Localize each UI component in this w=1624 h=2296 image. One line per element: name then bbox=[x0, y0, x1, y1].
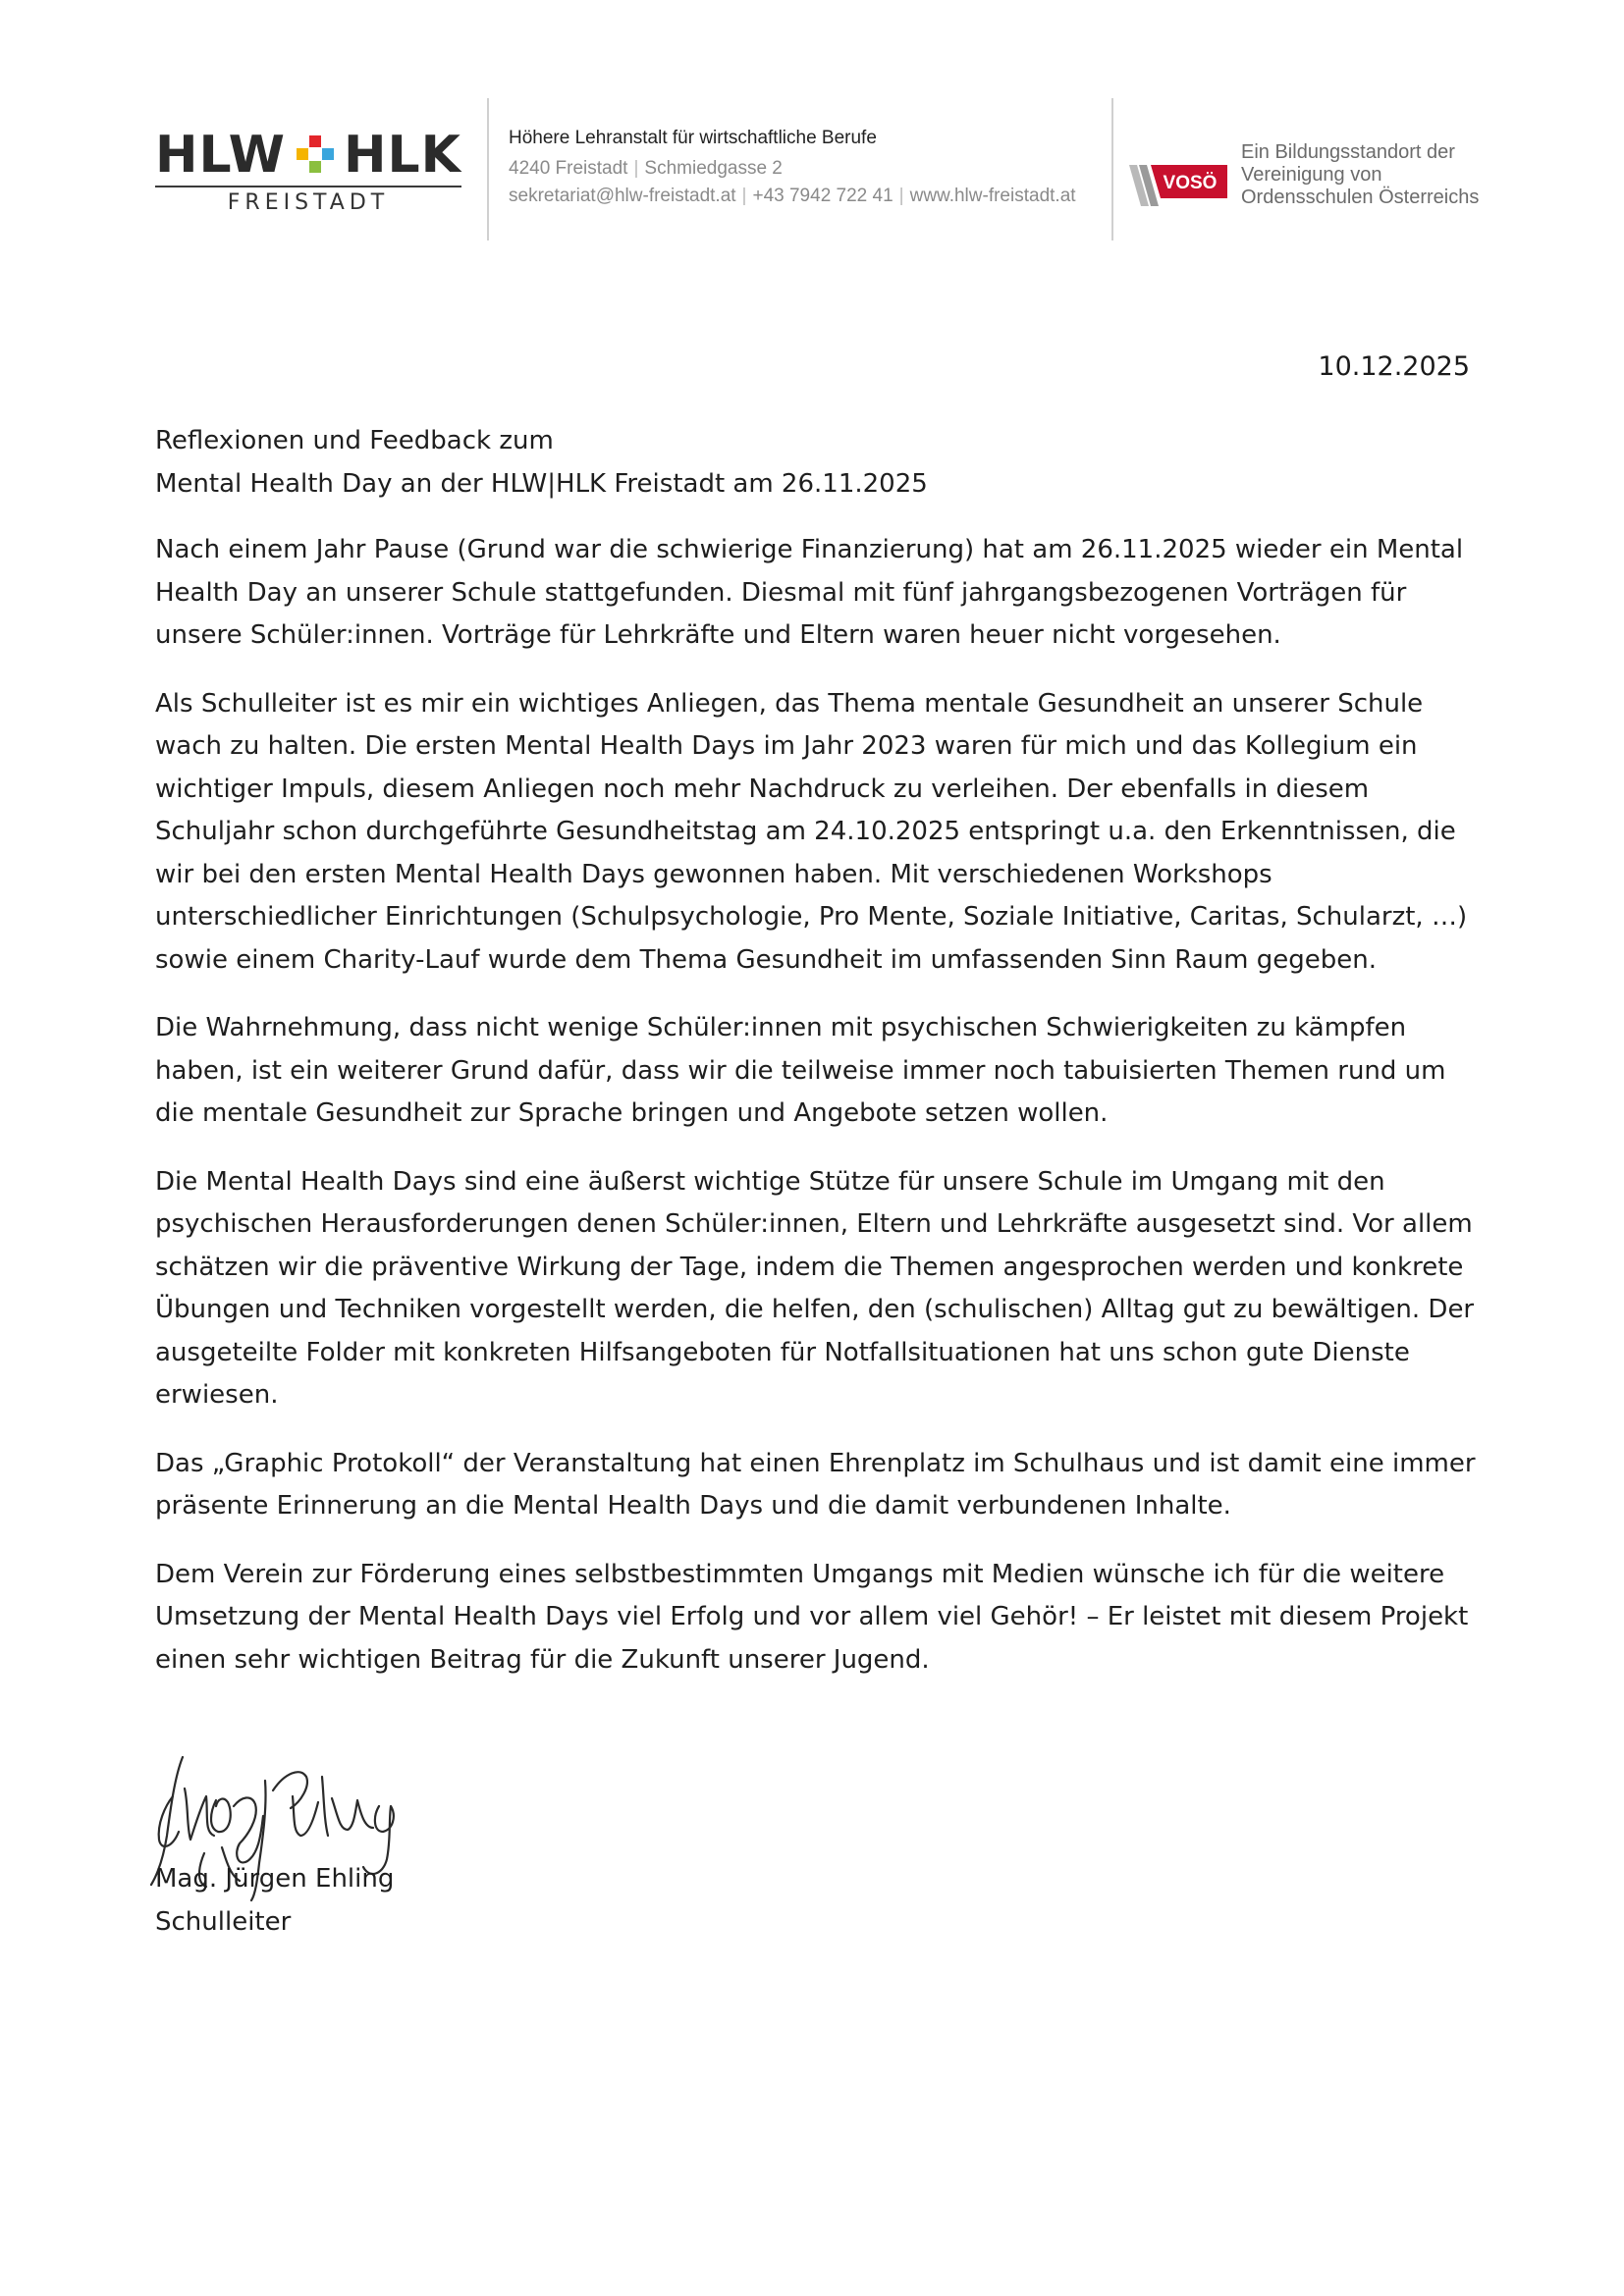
school-contact-block bbox=[509, 126, 1098, 210]
voso-mark-icon bbox=[1129, 163, 1227, 208]
logo-subtitle: FREISTADT bbox=[227, 190, 390, 215]
school-address: 4240 Freistadt | Schmiedgasse 2 bbox=[509, 158, 783, 179]
letter-date: 10.12.2025 bbox=[1318, 351, 1470, 382]
school-phone: +43 7942 722 41 bbox=[752, 186, 893, 206]
subject-line: Reflexionen und Feedback zum bbox=[155, 426, 554, 455]
school-name: Höhere Lehranstalt für wirtschaftliche Berufe bbox=[509, 128, 877, 148]
voso-caption-line: Ein Bildungsstandort der bbox=[1241, 141, 1455, 163]
body-paragraph: Dem Verein zur Förderung eines selbstbestimmten Umgangs mit Medien wünsche ich für die weitere Umsetzung der Mental Health Days viel Erfolg und vor allem viel Gehör! – Er leistet mit diesem Projekt einen sehr wichtigen Beitrag für die Zukunft unserer Jugend. bbox=[155, 1559, 1469, 1675]
body-paragraph: Die Mental Health Days sind eine äußerst wichtige Stütze für unsere Schule im Umgang mit den psychischen Herausforderungen denen Schüler:innen, Eltern und Lehrkräfte ausgesetzt sind. Vor allem schätzen wir die präventive Wirkung der Tage, indem die Themen angesprochen werden und konkrete Übungen und Techniken vorgestellt werden, die helfen, den (schulischen) Alltag gut zu bewältigen. Der ausgeteilte Folder mit konkreten Hilfsangeboten für Notfallsituationen hat uns schon gute Dienste erwiesen. bbox=[155, 1166, 1475, 1410]
signature-block bbox=[145, 1737, 460, 1937]
body-paragraph: Das „Graphic Protokoll“ der Veranstaltung hat einen Ehrenplatz im Schulhaus und ist damit eine immer präsente Erinnerung an die Mental Health Days und die damit verbundenen Inhalte. bbox=[155, 1448, 1476, 1521]
body-paragraph: Nach einem Jahr Pause (Grund war die schwierige Finanzierung) hat am 26.11.2025 wieder ein Mental Health Day an unserer Schule stattgefunden. Diesmal mit fünf jahrgangsbezogenen Vorträgen für unsere Schüler:innen. Vorträge für Lehrkräfte und Eltern waren heuer nicht vorgesehen. bbox=[155, 535, 1464, 650]
subject-line: Mental Health Day an der HLW|HLK Freistadt am 26.11.2025 bbox=[155, 468, 928, 499]
body-paragraph: Die Wahrnehmung, dass nicht wenige Schüler:innen mit psychischen Schwierigkeiten zu kämpfen haben, ist ein weiterer Grund dafür, dass wir die teilweise immer noch tabuisierten Themen rund um die mentale Gesundheit zur Sprache bringen und Angebote setzen wollen. bbox=[155, 1013, 1446, 1128]
voso-logo bbox=[1129, 141, 1483, 220]
logo-word-left: HLW bbox=[155, 126, 286, 185]
school-contact: sekretariat@hlw-freistadt.at | +43 7942 722 41 | www.hlw-freistadt.at bbox=[509, 186, 1076, 206]
school-postal: 4240 Freistadt bbox=[509, 158, 628, 179]
school-email: sekretariat@hlw-freistadt.at bbox=[509, 186, 736, 206]
school-street: Schmiedgasse 2 bbox=[644, 158, 783, 179]
voso-caption-line: Vereinigung von bbox=[1241, 164, 1382, 186]
letter-subject bbox=[155, 420, 1481, 506]
body-paragraph: Als Schulleiter ist es mir ein wichtiges Anliegen, das Thema mentale Gesundheit an unserer Schule wach zu halten. Die ersten Mental Health Days im Jahr 2023 waren für mich und das Kollegium ein wichtiger Impuls, diesem Anliegen noch mehr Nachdruck zu verleihen. Der ebenfalls in diesem Schuljahr schon durchgeführte Gesundheitstag am 24.10.2025 entspringt u.a. den Erkenntnissen, die wir bei den ersten Mental Health Days gewonnen haben. Mit verschiedenen Workshops unterschiedlicher Einrichtungen (Schulpsychologie, Pro Mente, Soziale Initiative, Caritas, Schularzt, …) sowie einem Charity-Lauf wurde dem Thema Gesundheit im umfassenden Sinn Raum gegeben. bbox=[155, 688, 1468, 975]
logo-divider bbox=[155, 186, 461, 187]
header-divider bbox=[1111, 98, 1113, 240]
school-logo bbox=[155, 126, 461, 214]
header-divider bbox=[487, 98, 489, 240]
signer-name: Mag. Jürgen Ehling bbox=[155, 1864, 395, 1894]
color-cross-icon bbox=[297, 135, 334, 173]
letterhead bbox=[0, 0, 1624, 255]
voso-caption-line: Ordensschulen Österreichs bbox=[1241, 187, 1480, 208]
signer-role: Schulleiter bbox=[155, 1907, 292, 1937]
logo-word-right: HLK bbox=[344, 126, 461, 185]
school-website: www.hlw-freistadt.at bbox=[909, 186, 1076, 206]
letter-body bbox=[155, 420, 1481, 1707]
voso-caption bbox=[1241, 141, 1479, 209]
svg-text:VOSÖ: VOSÖ bbox=[1163, 173, 1218, 193]
